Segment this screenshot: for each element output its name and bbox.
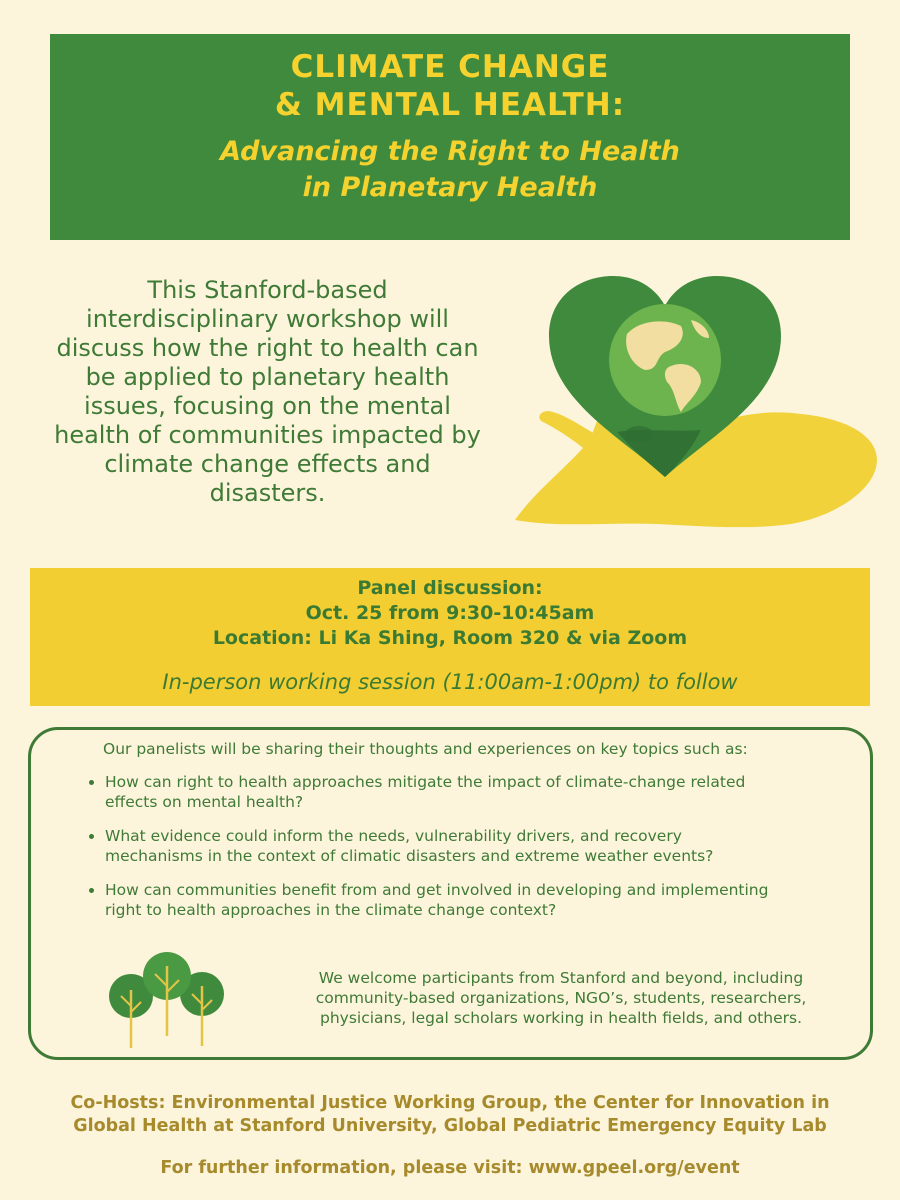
further-info-link[interactable]: For further information, please visit: www.gpeel.org/event [160,1158,740,1178]
intro-line: issues, focusing on the mental [84,392,451,420]
heart-earth-hand-illustration [505,262,890,537]
panel-date: Oct. 25 from 9:30-10:45am [305,602,595,624]
intro-line: discuss how the right to health can [56,334,479,362]
intro-line: disasters. [209,479,326,507]
panel-location: Location: Li Ka Shing, Room 320 & via Zoom [212,627,688,649]
welcome-line: We welcome participants from Stanford and beyond, including [318,969,804,987]
subtitle-line-2: in Planetary Health [302,172,598,203]
globe-icon [609,304,721,416]
list-item [105,880,865,920]
trees-icon [107,950,232,1050]
cohosts-line: Co-Hosts: Environmental Justice Working Group, the Center for Innovation in [70,1093,830,1113]
topic-line: mechanisms in the context of climatic disasters and extreme weather events? [105,847,714,865]
event-subtitle [50,134,850,206]
cohosts-line: Global Health at Stanford University, Global Pediatric Emergency Equity Lab [73,1116,827,1136]
panel-details-band [30,568,870,706]
topic-line: • How can right to health approaches mitigate the impact of climate-change related [105,773,746,791]
intro-line: climate change effects and [104,450,431,478]
working-session-note: In-person working session (11:00am-1:00pm) to follow [162,670,738,694]
welcome-note [271,968,851,1028]
event-title [50,48,850,124]
title-line-1: CLIMATE CHANGE [290,49,610,85]
title-line-2: & MENTAL HEALTH: [274,87,626,123]
welcome-line: community-based organizations, NGO’s, students, researchers, [315,989,807,1007]
intro-line: be applied to planetary health [85,363,450,391]
list-item [105,826,865,866]
topic-line: effects on mental health? [105,793,304,811]
topics-box [28,727,873,1060]
intro-line: interdisciplinary workshop will [86,305,449,333]
topics-intro: Our panelists will be sharing their thoughts and experiences on key topics such as: [103,740,748,758]
cohosts [20,1092,880,1138]
panel-heading: Panel discussion: [357,577,543,599]
title-banner [50,34,850,240]
topic-list [83,772,865,934]
welcome-line: physicians, legal scholars working in health fields, and others. [319,1009,802,1027]
topic-line: • How can communities benefit from and get involved in developing and implementing [105,881,769,899]
subtitle-line-1: Advancing the Right to Health [220,136,680,167]
intro-line: health of communities impacted by [54,421,481,449]
intro-line: This Stanford-based [147,276,388,304]
topic-line: • What evidence could inform the needs, vulnerability drivers, and recovery [105,827,682,845]
intro-paragraph [20,276,515,508]
topic-line: right to health approaches in the climate change context? [105,901,557,919]
panel-details [30,576,870,651]
list-item [105,772,865,812]
